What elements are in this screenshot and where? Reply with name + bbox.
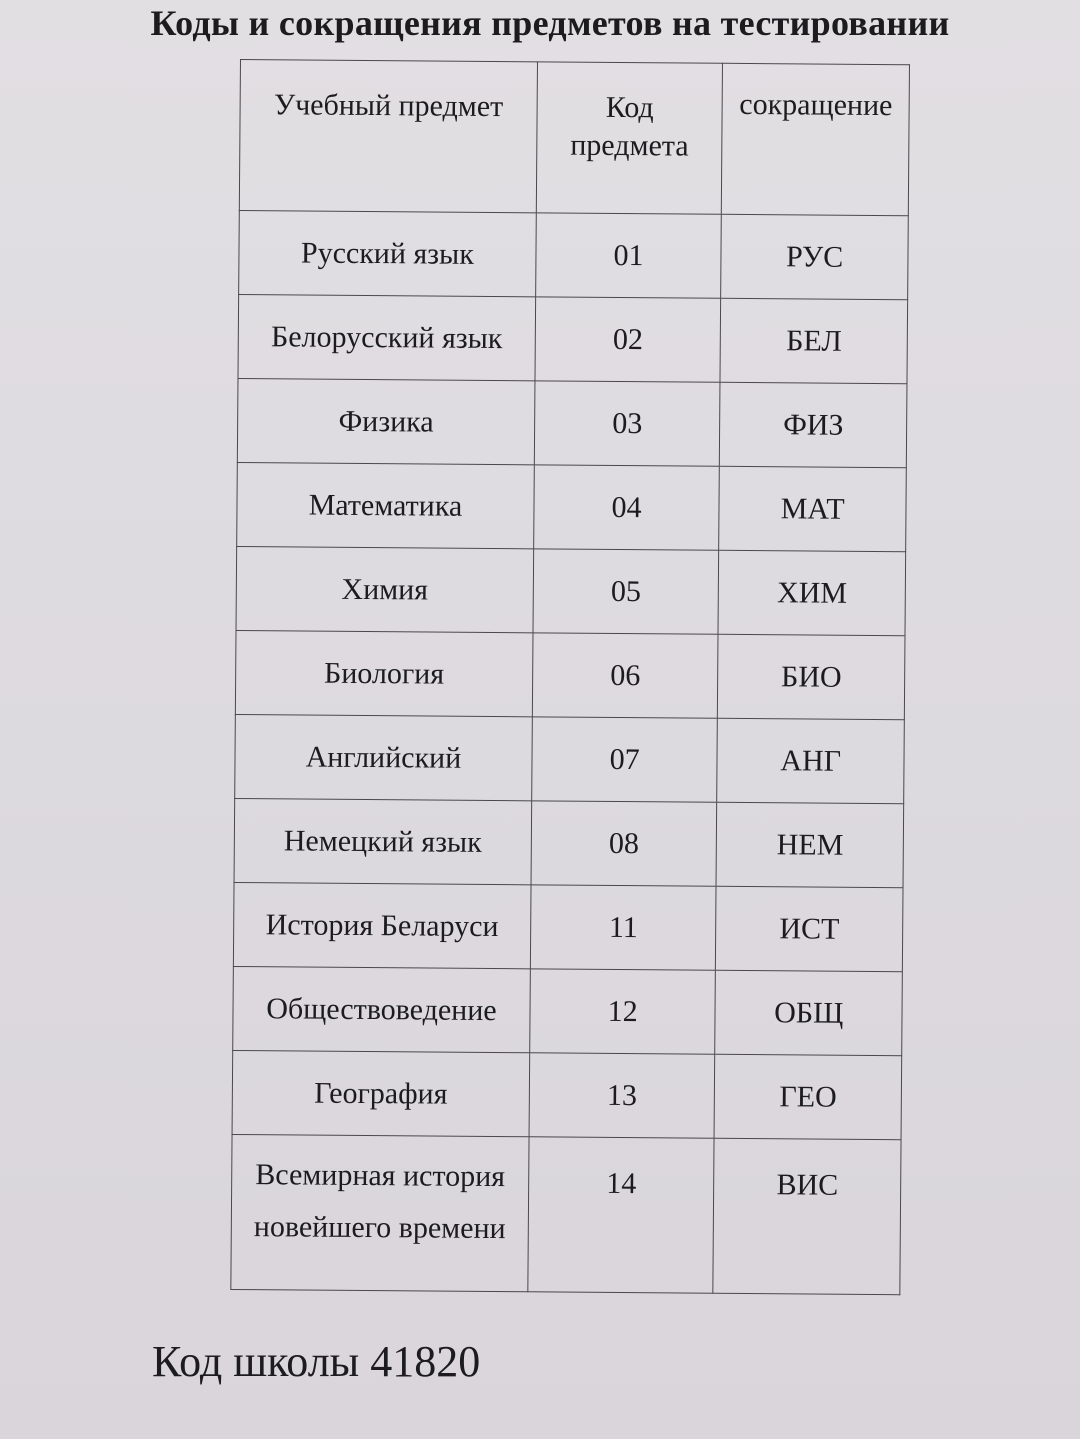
abbr-cell: ХИМ (718, 550, 905, 635)
code-cell: 08 (531, 801, 717, 886)
subject-cell: История Беларуси (233, 882, 531, 968)
header-code: Код предмета (536, 62, 723, 214)
code-cell: 05 (533, 549, 719, 634)
abbr-cell: БИО (718, 634, 905, 719)
subject-cell: Физика (237, 378, 535, 464)
abbr-cell: ОБЩ (715, 970, 902, 1055)
subject-cell: Всемирная история новейшего времени (231, 1134, 529, 1291)
code-cell: 13 (529, 1053, 715, 1138)
table-row (235, 714, 905, 803)
header-abbr: сокращение (722, 63, 910, 215)
table-row (237, 462, 907, 551)
table-row (233, 966, 903, 1055)
table-body (231, 210, 908, 1294)
table-row (232, 1050, 902, 1139)
subject-cell: Белорусский язык (238, 294, 536, 380)
abbr-cell: РУС (721, 214, 908, 299)
abbr-cell: МАТ (719, 466, 906, 551)
abbr-cell: АНГ (717, 718, 904, 803)
table-row (239, 210, 909, 299)
code-cell: 01 (536, 213, 722, 298)
abbr-cell: ФИЗ (720, 382, 907, 467)
table-row (231, 1134, 901, 1294)
subject-cell: Обществоведение (233, 966, 531, 1052)
table-row (236, 546, 906, 635)
table-row (238, 294, 908, 383)
table-row (237, 378, 907, 467)
code-cell: 04 (534, 465, 720, 550)
table-header-row (239, 60, 909, 216)
subject-cell: Химия (236, 546, 534, 632)
table-row (235, 630, 905, 719)
page-title: Коды и сокращения предметов на тестировании (150, 3, 950, 43)
subject-cell: Немецкий язык (234, 798, 532, 884)
header-subject: Учебный предмет (239, 60, 537, 213)
code-cell: 14 (528, 1137, 715, 1293)
code-cell: 06 (532, 633, 718, 718)
subject-cell: География (232, 1050, 530, 1136)
code-cell: 11 (530, 885, 716, 970)
subject-cell: Биология (235, 630, 533, 716)
code-cell: 07 (532, 717, 718, 802)
abbr-cell: ИСТ (716, 886, 903, 971)
code-cell: 12 (530, 969, 716, 1054)
abbr-cell: НЕМ (716, 802, 903, 887)
subject-cell: Русский язык (239, 210, 537, 296)
subject-cell: Английский (235, 714, 533, 800)
subject-codes-table (230, 59, 910, 1295)
abbr-cell: БЕЛ (720, 298, 907, 383)
table-row (233, 882, 903, 971)
subject-cell: Математика (237, 462, 535, 548)
abbr-cell: ГЕО (714, 1054, 901, 1139)
code-cell: 03 (534, 381, 720, 466)
code-cell: 02 (535, 297, 721, 382)
abbr-cell: ВИС (713, 1138, 901, 1294)
school-code: Код школы 41820 (152, 1337, 481, 1386)
table-row (234, 798, 904, 887)
